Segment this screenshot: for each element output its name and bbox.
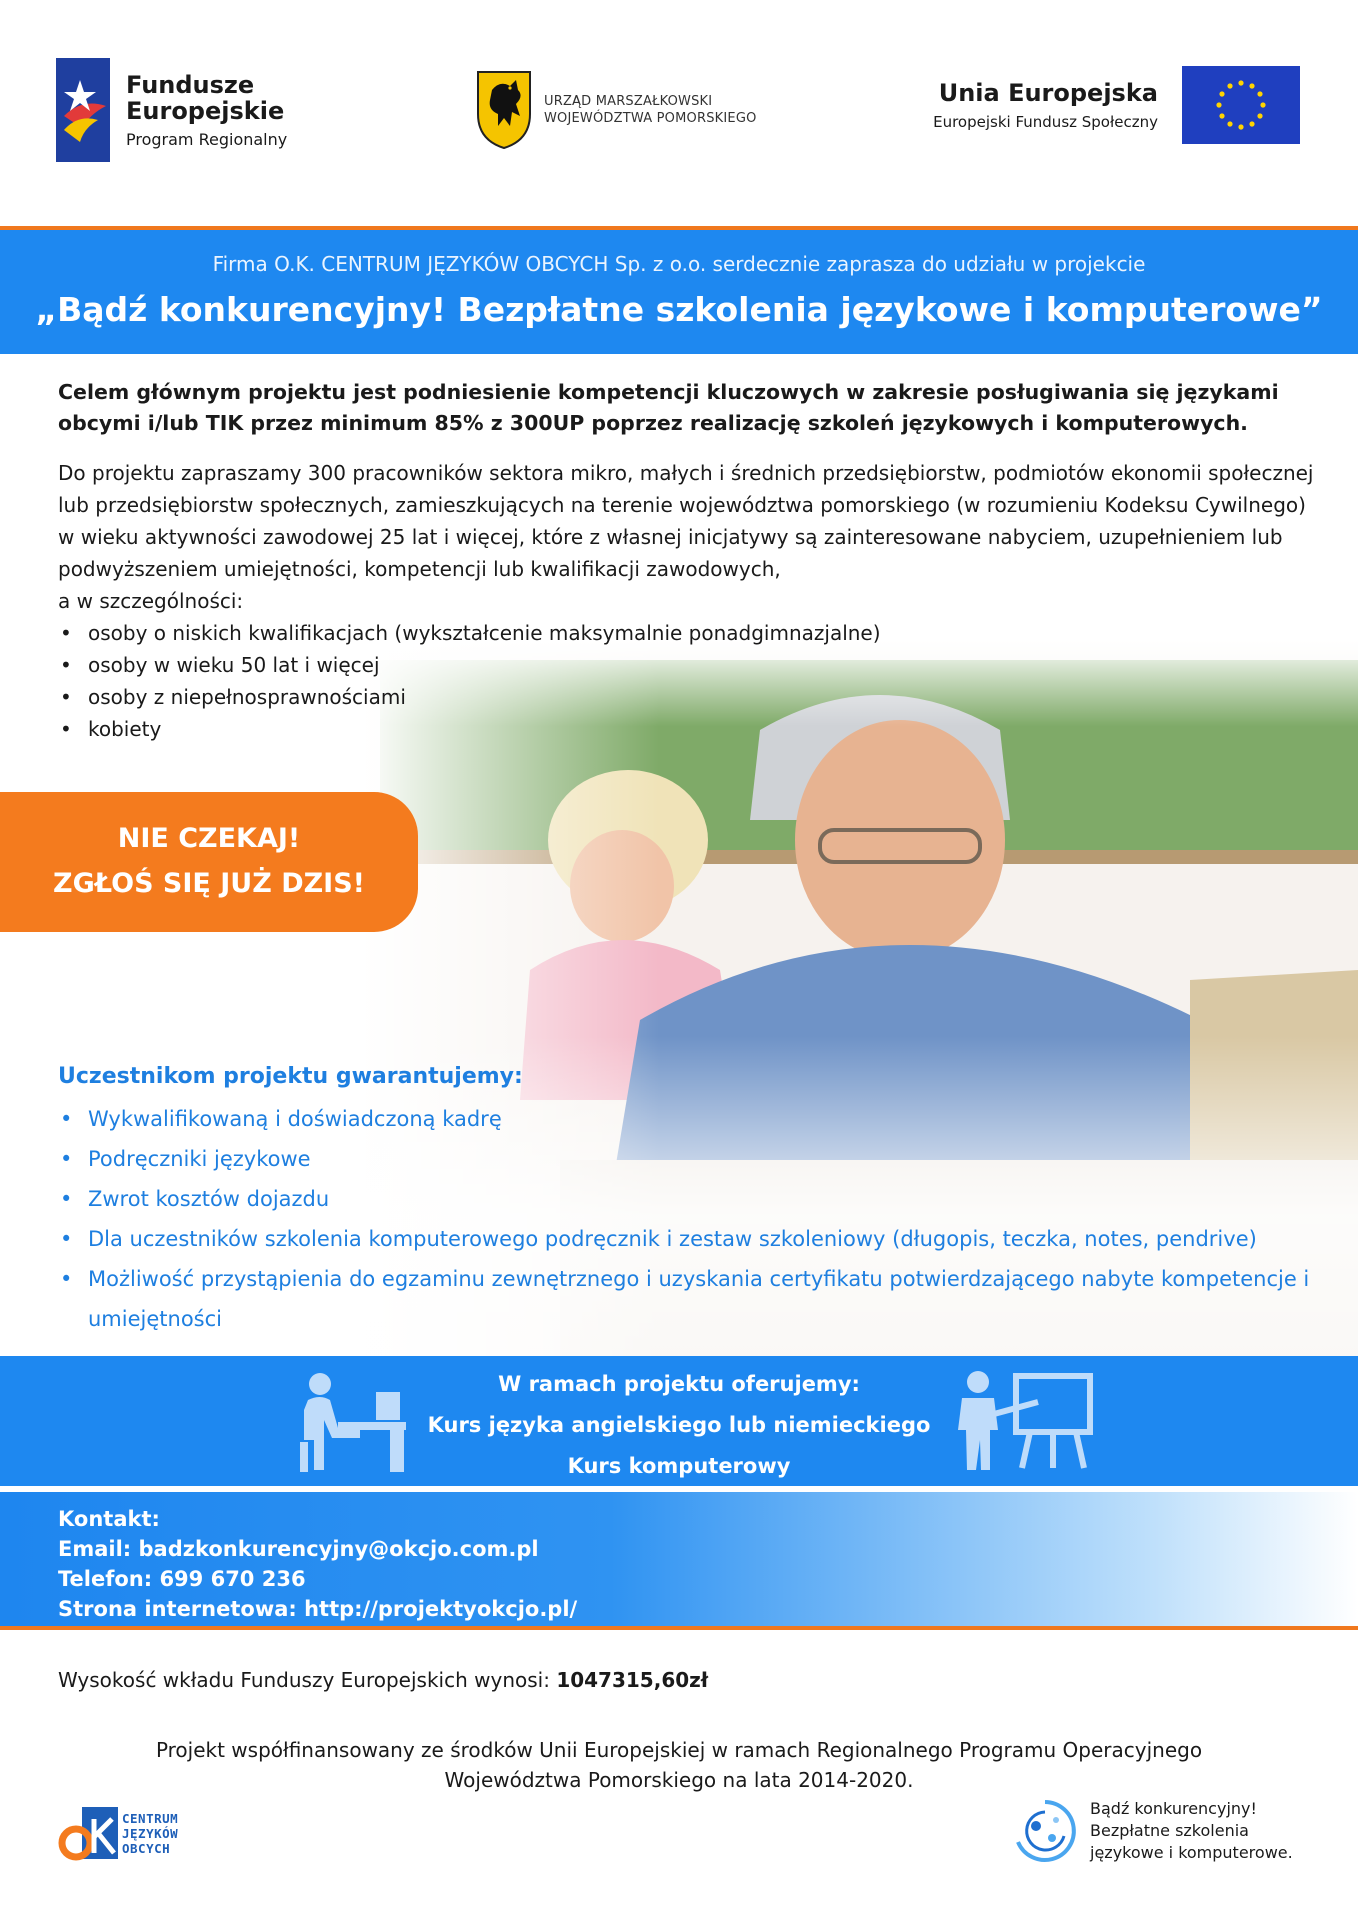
project-goal: Celem głównym projektu jest podniesienie kompetencji kluczowych w zakresie posługiwania się językami obcymi i/lub TIK przez minimum 85% z 300UP poprzez realizację szkoleń językowych i komputerowych.	[58, 380, 1279, 435]
ok-logo-icon	[58, 1805, 120, 1861]
fe-subtitle: Program Regionalny	[126, 130, 288, 149]
project-title: „Bądź konkurencyjny! Bezpłatne szkolenia językowe i komputerowe”	[35, 290, 1323, 329]
bk-line-2: Bezpłatne szkolenia	[1090, 1821, 1249, 1840]
list-item: • osoby w wieku 50 lat i więcej	[58, 649, 1318, 681]
ckjo-line-1: CENTRUM	[122, 1810, 179, 1826]
ue-title: Unia Europejska	[938, 79, 1158, 107]
description-text: Do projektu zapraszamy 300 pracowników sektora mikro, małych i średnich przedsiębiorstw, podmiotów ekonomii społecznej lub przedsiębiorstw społecznych, zamieszkujących na terenie województwa pomorskiego (w rozumieniu Kodeksu Cywilnego) w wieku aktywności zawodowej 25 lat i więcej, które z własnej inicjatywy są zainteresowane nabyciem, uzupełnieniem lub podwyższeniem umiejętności, kompetencji lub kwalifikacji zawodowych,	[58, 461, 1314, 581]
description-tail: a w szczególności:	[58, 589, 244, 613]
guarantees-section	[58, 1064, 1328, 1339]
amount-value: 1047315,60zł	[556, 1668, 709, 1692]
offer-heading: W ramach projektu oferujemy:	[498, 1372, 860, 1396]
cta-line-1: NIE CZEKAJ!	[117, 823, 301, 854]
urzad-marszalkowski-logo	[476, 70, 757, 150]
list-item: • Możliwość przystąpienia do egzaminu zewnętrznego i uzyskania certyfikatu potwierdzającego nabyte kompetencje i umiejętności	[58, 1259, 1328, 1339]
fe-title-2: Europejskie	[126, 97, 285, 125]
fe-title-1: Fundusze	[126, 71, 255, 99]
offer-line-2: Kurs komputerowy	[567, 1454, 791, 1478]
project-description	[58, 457, 1318, 745]
contact-website[interactable]: Strona internetowa: http://projektyokcjo.pl/	[58, 1597, 578, 1621]
list-item: • osoby z niepełnosprawnościami	[58, 681, 1318, 713]
bk-line-1: Bądź konkurencyjny!	[1090, 1799, 1257, 1818]
funding-amount	[58, 1668, 708, 1692]
bk-line-3: językowe i komputerowe.	[1090, 1843, 1293, 1862]
invitation-banner	[0, 226, 1358, 354]
ckjo-line-2: JĘZYKÓW	[122, 1825, 179, 1841]
contact-phone[interactable]: Telefon: 699 670 236	[58, 1567, 306, 1591]
contact-section	[0, 1492, 1358, 1630]
guarantees-heading: Uczestnikom projektu gwarantujemy:	[58, 1064, 523, 1089]
contact-heading: Kontakt:	[58, 1507, 160, 1531]
fundusze-europejskie-icon	[56, 58, 110, 162]
list-item: • Dla uczestników szkolenia komputerowego podręcznik i zestaw szkoleniowy (długopis, teczka, notes, pendrive)	[58, 1219, 1328, 1259]
list-item: • osoby o niskich kwalifikacjach (wykształcenie maksymalnie ponadgimnazjalne)	[58, 617, 1318, 649]
call-to-action-badge	[0, 792, 418, 932]
unia-europejska-logo	[933, 66, 1300, 144]
griffin-crest-icon	[476, 70, 532, 150]
invitation-line: Firma O.K. CENTRUM JĘZYKÓW OBCYCH Sp. z o.o. serdecznie zaprasza do udziału w projekcie	[212, 252, 1146, 276]
header-logos	[0, 0, 1358, 228]
list-item: • Wykwalifikowaną i doświadczoną kadrę	[58, 1099, 1328, 1139]
target-groups-list	[58, 617, 1318, 745]
circular-swirl-icon	[1012, 1798, 1078, 1864]
eu-flag-icon	[1182, 66, 1300, 144]
cofinancing-line-2: Województwa Pomorskiego na lata 2014-2020.	[444, 1768, 914, 1792]
ckjo-line-3: OBCYCH	[122, 1840, 171, 1856]
um-line-2: WOJEWÓDZTWA POMORSKIEGO	[544, 111, 757, 126]
amount-label: Wysokość wkładu Funduszy Europejskich wynosi:	[58, 1668, 550, 1692]
cofinancing-note	[0, 1735, 1358, 1795]
list-item: • Zwrot kosztów dojazdu	[58, 1179, 1328, 1219]
ue-subtitle: Europejski Fundusz Społeczny	[933, 113, 1158, 131]
cofinancing-line-1: Projekt współfinansowany ze środków Unii Europejskiej w ramach Regionalnego Programu Operacyjnego	[155, 1738, 1203, 1762]
fundusze-europejskie-logo	[56, 58, 287, 162]
offer-banner	[0, 1356, 1358, 1486]
offer-line-1: Kurs języka angielskiego lub niemieckiego	[427, 1413, 931, 1437]
badz-konkurencyjny-logo	[1012, 1798, 1293, 1864]
cta-line-2: ZGŁOŚ SIĘ JUŻ DZIS!	[53, 868, 365, 899]
centrum-jezykow-obcych-logo	[58, 1805, 178, 1861]
guarantees-list	[58, 1099, 1328, 1339]
list-item: • kobiety	[58, 713, 1318, 745]
contact-email[interactable]: Email: badzkonkurencyjny@okcjo.com.pl	[58, 1537, 539, 1561]
um-line-1: URZĄD MARSZAŁKOWSKI	[544, 94, 713, 109]
list-item: • Podręczniki językowe	[58, 1139, 1328, 1179]
presenter-board-icon	[954, 1368, 1094, 1472]
